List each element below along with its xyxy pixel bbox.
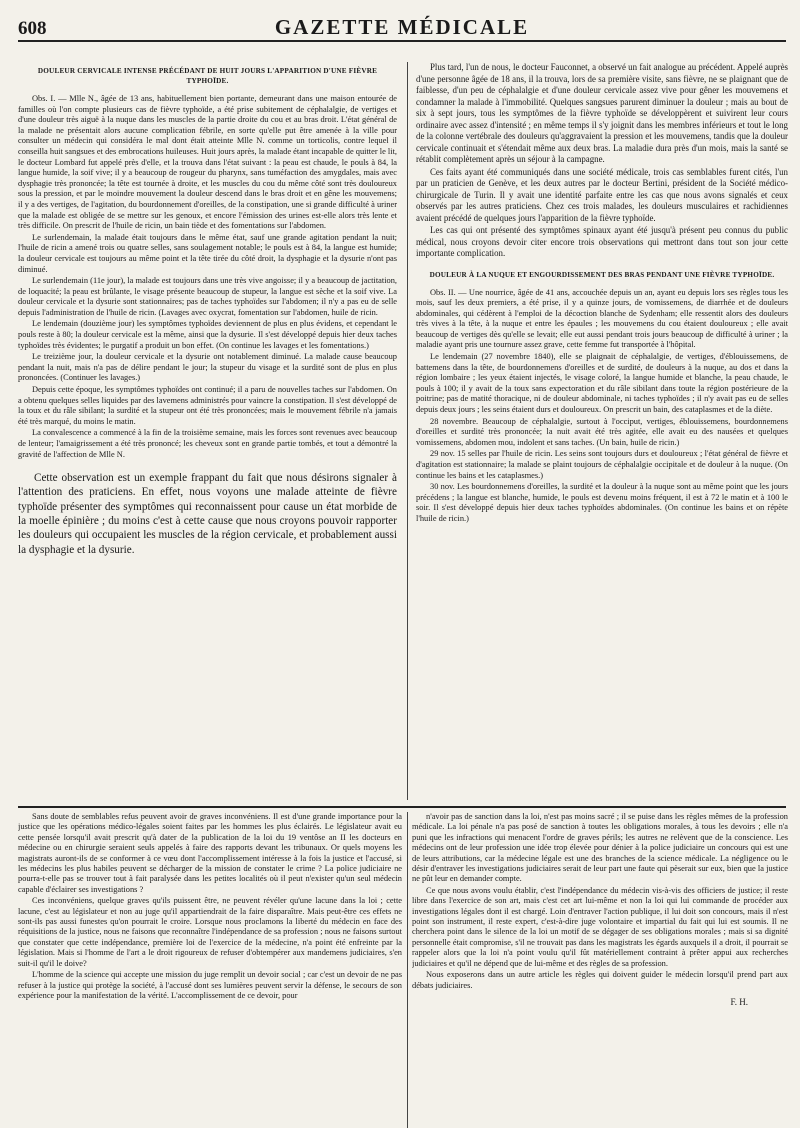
- left-column: [18, 62, 397, 800]
- section-title-1: DOULEUR CERVICALE INTENSE PRÉCÉDANT DE HUIT JOURS L'APPARITION D'UNE FIÈVRE TYPHOÏDE.: [37, 67, 378, 85]
- obs1-paragraph: Depuis cette époque, les symptômes typhoïdes ont continué; il a paru de nouvelles taches sur l'abdomen. On a obtenu quelques selles liquides par des lavemens administrés pour vaincre la constipation. Il s'est développé de la toux et du râle sibilant; la surdité et la stupeur ont été très prononcées; mais le mouvement fébrile n'a jamais été très marqué, du moins le matin.: [18, 385, 397, 426]
- article-paragraph: Plus tard, l'un de nous, le docteur Fauconnet, a observé un fait analogue au précédent. Appelé auprès d'une personne âgée de 18 ans, il la trouva, lors de sa première visite, sans fièvre, ne se plaignant que de faiblesse, d'un peu de céphalalgie et d'une douleur cervicale assez vive pour gêner les mouvemens et condamner la malade à l'immobilité. Quelques sangsues parurent diminuer la douleur ; mais au bout de six à sept jours, tous les symptômes de la fièvre typhoïde se développèrent et suivirent leur cours ordinaire avec assez d'intensité ; en même temps il s'y joignit dans les membres inférieurs et tout le long de la colonne vertébrale des douleurs qu'aggravaient la pression et les mouvemens, tandis que la douleur cervicale continuait et s'étendait même aux deux bras. La maladie dura près d'un mois, mais la santé se rétablit complètement après un séjour à la campagne.: [416, 62, 788, 164]
- legal-paragraph: Ces inconvéniens, quelque graves qu'ils puissent être, ne peuvent révéler qu'une lacune dans la loi ; cette lacune, c'est au législateur et non au juge qu'il appartiendrait de la faire disparaître. Mais peut-être ces effets ne sont-ils pas aussi funestes qu'on pourrait le croire. Lorsque nous proclamons la liberté du médecin en face des réquisitions de la justice, nous ne faisons que reconnaître l'indépendance de sa profession ; nous ne faisons surtout que constater que cette indépendance, première loi de l'exercice de la médecine, n'a point été enfreinte par la législation. Mais si l'homme de l'art a le droit rigoureux de refuser d'obtempérer aux mandemens judiciaires, s'en suit-il qu'il le doive?: [18, 896, 402, 968]
- article-paragraph: Les cas qui ont présenté des symptômes spinaux ayant été jusqu'à présent peu connus du public médical, nous croyons devoir citer encore trois observations qui mettront dans tout son jour cette importante complication.: [416, 225, 788, 258]
- lower-right-column: [412, 812, 788, 1128]
- lower-left-column: [18, 812, 402, 1128]
- obs1-paragraph: Le treizième jour, la douleur cervicale et la dysurie ont notablement diminué. La malade cause beaucoup pendant la nuit, mais n'a pas de délire pendant le jour; la stupeur du visage et la surdité sont de plus en plus prononcées. (Continuer les lavages.): [18, 352, 397, 383]
- column-divider: [407, 62, 408, 800]
- obs2-paragraph: 29 nov. 15 selles par l'huile de ricin. Les seins sont toujours durs et douloureux ; l'état général de fièvre et d'agitation est stationnaire; la malade se plaint toujours de céphalalgie occipitale et de douleur à la nuque. (On continue les bains et les cataplasmes.): [416, 449, 788, 480]
- page-header: [18, 10, 786, 42]
- author-signature: F. H.: [730, 996, 748, 1007]
- journal-title: GAZETTE MÉDICALE: [274, 15, 530, 39]
- obs2-paragraph: 30 nov. Les bourdonnemens d'oreilles, la surdité et la douleur à la nuque sont au même point que les jours précédens ; la langue est blanche, humide, le pouls est devenu moins fréquent, il est à 72 le matin et à 100 le soir. Il s'est développé depuis hier deux taches typhoïdes abdominales. (On continue les bains et on répète l'huile de ricin.): [416, 482, 788, 523]
- obs1-paragraph: Le lendemain (douzième jour) les symptômes typhoïdes deviennent de plus en plus évidens, et cependant le pouls reste à 80; la douleur cervicale est la même, ainsi que la dysurie. Il s'est développé depuis hier deux taches typhoïdes très évidentes; le purgatif a produit un bon effet. (On continue les lavages et les fomentations.): [18, 319, 397, 350]
- legal-paragraph: Ce que nous avons voulu établir, c'est l'indépendance du médecin vis-à-vis des officiers de justice; il reste libre dans l'exercice de son art, mais c'est cet art lui-même et non la loi qui lui commande de procéder aux investigations légales dont il est chargé. Loin d'entraver l'action publique, il lui doit son concours, mais il n'est point son instrument, il reste expert, c'est-à-dire juge volontaire et impartial du fait qui lui est soumis. Il ne cherchera point dans le silence de la loi un motif de se dégager de ses obligations morales ; mais si sa dignité personnelle était compromise, s'il ne trouvait pas dans les magistrats les égards auxquels il a droit, il pourrait se rappeler alors que la loi n'a point voulu qu'il fût matériellement contraint à prêter appui aux recherches judiciaires et qu'il ne dépend que de lui-même et des règles de sa profession.: [412, 885, 788, 968]
- obs1-paragraph: Le surlendemain (11e jour), la malade est toujours dans une très vive angoisse; il y a beaucoup de jactitation, de loquacité; la peau est brûlante, le visage présente beaucoup de stupeur, la langue est sèche et la soif vive. La douleur cervicale et la dysurie sont stationnaires; pas de taches typhoïdes sur l'abdomen; il n'y a pas eu de selle depuis l'administration de l'huile de ricin. (Lavages avec oxycrat, fomentation sur l'abdomen, huile de ricin.: [18, 276, 397, 317]
- obs2-paragraph: Obs. II. — Une nourrice, âgée de 41 ans, accouchée depuis un an, ayant eu depuis lors ses règles tous les mois, sauf les deux premiers, a été prise, il y a quinze jours, de vomissemens, de diarrhée et de douleurs abdominales, qui cédèrent à l'emploi de la décoction blanche de Sydenham; elle ressentit alors des douleurs très vives à la tête, à la nuque et entre les épaules ; les mouvemens du cou étaient douloureux ; elle avait beaucoup de vertiges dès qu'elle se levait; elle eut aussi pendant trois jours beaucoup de difficulté à uriner ; la maladie ayant pris une tournure assez grave, cette femme fut transportée à l'hôpital.: [416, 287, 788, 350]
- legal-paragraph: n'avoir pas de sanction dans la loi, n'est pas moins sacré ; il se puise dans les règles mêmes de la profession médicale. La loi pénale n'a pas posé de sanction à toutes les obligations morales, à tous les devoirs ; elle n'a puni que les infractions qui menacent l'ordre de graves périls; les autres ne relèvent que de la conscience. Les médecins ont de leur profession une idée trop élevée pour dénier à la police judiciaire un concours qui est une de leurs attributions, car la médecine légale est une des branches de la science médicale. La négligence ou le désir d'entraver les investigations judiciaires serait de leur part une faute qui pèserait sur eux, bien que la justice ne pût leur en demander compte.: [412, 812, 788, 884]
- page-number: 608: [18, 18, 47, 39]
- legal-paragraph: Nous exposerons dans un autre article les règles qui doivent guider le médecin lorsqu'il prend part aux débats judiciaires.: [412, 970, 788, 990]
- obs2-paragraph: 28 novembre. Beaucoup de céphalalgie, surtout à l'occiput, vertiges, éblouissemens, bourdonnemens d'oreilles et surdité très prononcée; la nuit avait été très agitée, elle avait eu des nausées et quelques vomissemens, abdomen mou, indolent et sans taches. (Un bain, huile de ricin.): [416, 416, 788, 447]
- section-divider: [18, 806, 786, 808]
- column-divider: [407, 812, 408, 1128]
- obs1-paragraph: La convalescence a commencé à la fin de la troisième semaine, mais les forces sont revenues avec beaucoup de lenteur; l'amaigrissement a été très prononcé; les cheveux sont en grande partie tombés, et tout a démontré la gravité de l'affection de Mlle N.: [18, 428, 397, 459]
- lower-section: [18, 812, 786, 1128]
- obs1-paragraph: Le surlendemain, la malade était toujours dans le même état, sauf une grande agitation pendant la nuit; l'huile de ricin a amené trois ou quatre selles, sans soulagement notable; le pouls est à 84, la langue est humide; la douleur cervicale est toujours au même point et la tête tirée du côté droit, la dysphagie et la dysurie n'ont pas diminué.: [18, 232, 397, 274]
- legal-paragraph: Sans doute de semblables refus peuvent avoir de graves inconvéniens. Il est d'une grande importance pour la justice que les opérations médico-légales soient faites par les hommes les plus éclairés. Le législateur avait eu cette pensée lorsqu'il avait prescrit qu'à dater de la publication de la loi du 19 ventôse an II les docteurs en médecine ou en chirurgie seraient seuls appelés à faire des rapports devant les tribunaux. Or quels moyens les magistrats auront-ils de se conformer à ce vœu dont l'accomplissement intéresse à la fois la justice et l'accusé, si les médecins les plus habiles peuvent se décharger de la mission de constater le crime ? La police judiciaire ne pourra-t-elle pas se trouver tout à fait paralysée dans les petites localités où il peut n'exister qu'un seul médecin capable d'éclairer ses investigations ?: [18, 812, 402, 894]
- right-column: [416, 62, 788, 800]
- obs2-paragraph: Le lendemain (27 novembre 1840), elle se plaignait de céphalalgie, de vertiges, d'éblouissemens, de battemens dans la tête, de bourdonnemens d'oreilles et de surdité, de douleurs à la nuque, au dos et dans la région lombaire ; les yeux étaient injectés, le visage coloré, la langue humide et blanche, la peau chaude, le pouls à 100; il y avait de la toux sans expectoration et du râle sibilant dans toute la région postérieure de la poitrine; pas de matité thoracique, ni de douleur abdominale, ni taches typhoïdes ; il n'y avait pas eu de selles depuis deux jours ; les seins étaient durs et douloureux. On prescrit un bain, des cataplasmes et de la diète.: [416, 352, 788, 415]
- article-paragraph: Ces faits ayant été communiqués dans une société médicale, trois cas semblables furent cités, l'un par un praticien de Genève, et les deux autres par le docteur Bertini, président de la Société médico-chirurgicale de Turin. Il y avait une identité parfaite entre les cas que nous avons signalés et ceux observés par les autres praticiens. Chez ces trois malades, les douleurs musculaires et rachidiennes avaient précédé de quelques jours l'apparition de la fièvre typhoïde.: [416, 166, 788, 223]
- commentary-paragraph: Cette observation est un exemple frappant du fait que nous désirons signaler à l'attention des praticiens. En effet, nous voyons une malade atteinte de fièvre typhoïde présenter des symptômes qui reconnaissent pour cause un état morbide de la moelle épinière ; du moins c'est à cette cause que nous croyons pouvoir rapporter les douleurs qui occupaient les muscles de la région cervicale, et probablement aussi la dysphagie et la dysurie.: [18, 472, 397, 556]
- upper-section: [18, 62, 786, 800]
- section-title-2: DOULEUR À LA NUQUE ET ENGOURDISSEMENT DES BRAS PENDANT UNE FIÈVRE TYPHOÏDE.: [429, 270, 775, 279]
- obs1-paragraph: Obs. I. — Mlle N., âgée de 13 ans, habituellement bien portante, demeurant dans une maison entourée de familles où l'on compte plusieurs cas de fièvre typhoïde, a été prise subitement de céphalalgie, de vertiges et d'une douleur très aiguë à la nuque dans les muscles de la partie droite du cou et au bras droit. L'état général de la malade ne présentait alors aucune complication fébrile, en sorte qu'elle put être amenée à la ville pour consulter un médecin qui considéra le mal dont était atteinte Mlle N. comme un torticolis, contre lequel il conseilla huit sangsues et des embrocations huileuses. Huit jours après, la malade étant incapable de quitter le lit, le docteur Lombard fut appelé près d'elle, et la trouva dans l'état suivant : la peau est chaude, le pouls à 84, la langue humide, la soif vive; il y a beaucoup de rougeur du pharynx, sans tuméfaction des amygdales, mais avec dysphagie très prononcée; la tête est tournée à droite, et les muscles du cou du même côté sont très douloureux sous la pression, et par le moindre mouvement la douleur descend dans le bras droit et en gêne les mouvemens; il y a des vertiges, de l'agitation, du bourdonnement d'oreilles, de la constipation, une si grande difficulté à uriner que la malade est obligée de se mettre sur les genoux, et encore l'émission des urines est-elle alors très lente et très difficile. On prescrit de l'huile de ricin, un bain tiède et des fomentations sur l'abdomen.: [18, 94, 397, 231]
- legal-paragraph: L'homme de la science qui accepte une mission du juge remplit un devoir social ; car c'est un devoir de ne pas refuser à la justice qui protège la société, à l'accusé dont ses lumières peuvent servir la défense, le secours de son expérience pour la manifestation de la vérité. L'accomplissement de ce devoir, pour: [18, 970, 402, 1000]
